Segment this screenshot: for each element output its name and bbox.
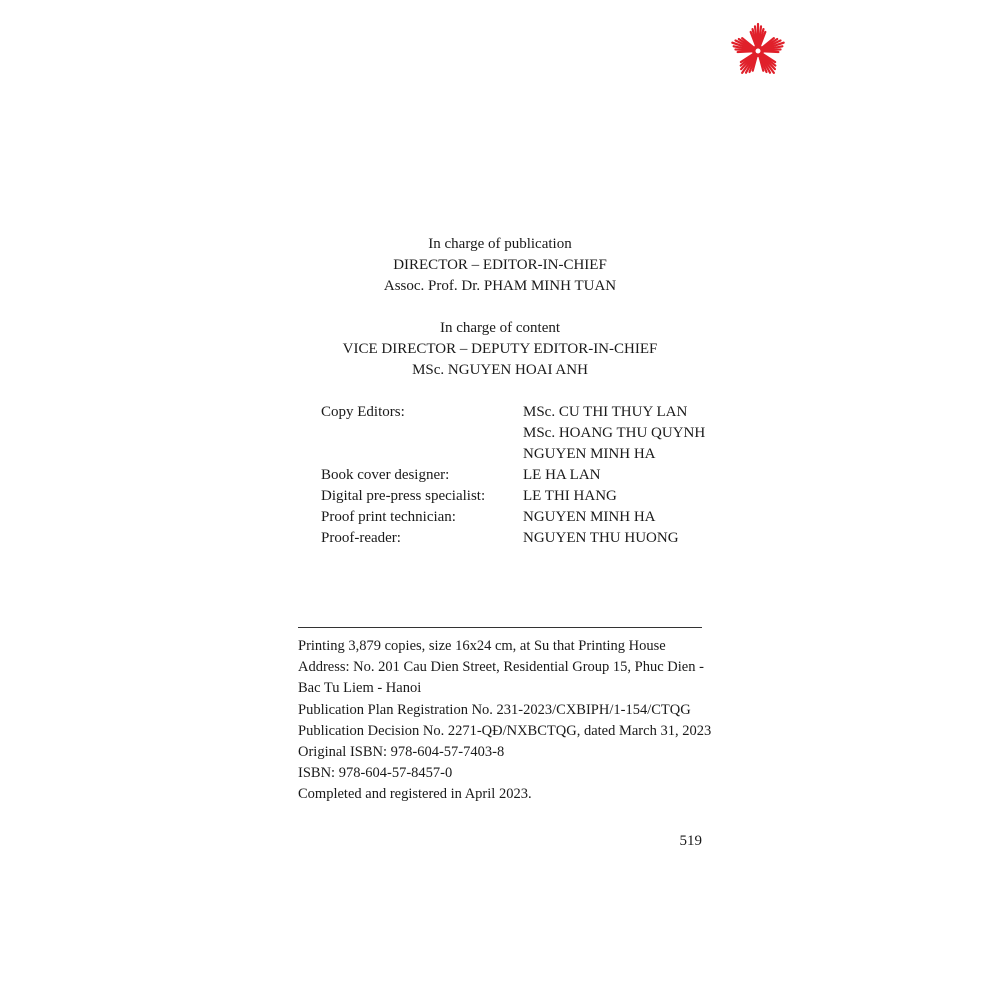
imprint-block — [298, 636, 712, 806]
credit-name: NGUYEN MINH HA — [523, 446, 656, 462]
credit-name: LE THI HANG — [523, 488, 617, 504]
imprint-line: Address: No. 201 Cau Dien Street, Residential Group 15, Phuc Dien - — [298, 659, 704, 676]
credit-role: Digital pre-press specialist: — [321, 488, 486, 504]
imprint-line: ISBN: 978-604-57-8457-0 — [298, 765, 453, 782]
publisher-star-logo-icon — [728, 22, 788, 80]
content-section — [0, 318, 1000, 381]
credit-name: MSc. CU THI THUY LAN — [523, 404, 688, 420]
credit-role: Proof-reader: — [321, 530, 401, 546]
credit-name: MSc. HOANG THU QUYNH — [523, 425, 706, 441]
imprint-line: Printing 3,879 copies, size 16x24 cm, at Su that Printing House — [298, 638, 666, 654]
imprint-line: Original ISBN: 978-604-57-7403-8 — [298, 744, 505, 761]
credit-role: Book cover designer: — [321, 467, 450, 483]
imprint-line: Completed and registered in April 2023. — [298, 786, 532, 803]
publication-label: In charge of publication — [428, 236, 572, 252]
imprint-line: Bac Tu Liem - Hanoi — [298, 680, 422, 697]
credit-row-prepress — [321, 486, 705, 507]
credits-list — [321, 402, 705, 549]
credit-role: Proof print technician: — [321, 509, 456, 525]
credit-row-copy-editors — [321, 402, 705, 465]
credit-names — [523, 465, 601, 486]
credit-row-proof-technician — [321, 507, 705, 528]
credit-role: Copy Editors: — [321, 404, 405, 420]
credit-names — [523, 507, 656, 528]
star-ray — [763, 51, 778, 52]
page-number: 519 — [679, 833, 702, 849]
star-core-highlight — [756, 49, 761, 54]
publication-title: DIRECTOR – EDITOR-IN-CHIEF — [393, 257, 607, 273]
credit-names — [523, 486, 617, 507]
credit-row-cover-designer — [321, 465, 705, 486]
credit-row-proof-reader — [321, 528, 705, 549]
credit-name: NGUYEN THU HUONG — [523, 530, 679, 546]
credit-names — [523, 528, 679, 549]
credit-names — [523, 402, 705, 465]
imprint-line: Publication Plan Registration No. 231-2023/CXBIPH/1-154/CTQG — [298, 701, 691, 718]
publication-name: Assoc. Prof. Dr. PHAM MINH TUAN — [383, 278, 617, 294]
imprint-line: Publication Decision No. 2271-QĐ/NXBCTQG, dated March 31, 2023 — [298, 722, 712, 739]
star-logo-svg — [728, 22, 788, 80]
content-label: In charge of content — [439, 320, 561, 336]
credit-name: NGUYEN MINH HA — [523, 509, 656, 525]
credit-name: LE HA LAN — [523, 467, 601, 483]
content-name: MSc. NGUYEN HOAI ANH — [412, 362, 588, 378]
content-title: VICE DIRECTOR – DEPUTY EDITOR-IN-CHIEF — [342, 341, 658, 357]
publication-section — [0, 234, 1000, 297]
divider-rule — [298, 627, 702, 628]
